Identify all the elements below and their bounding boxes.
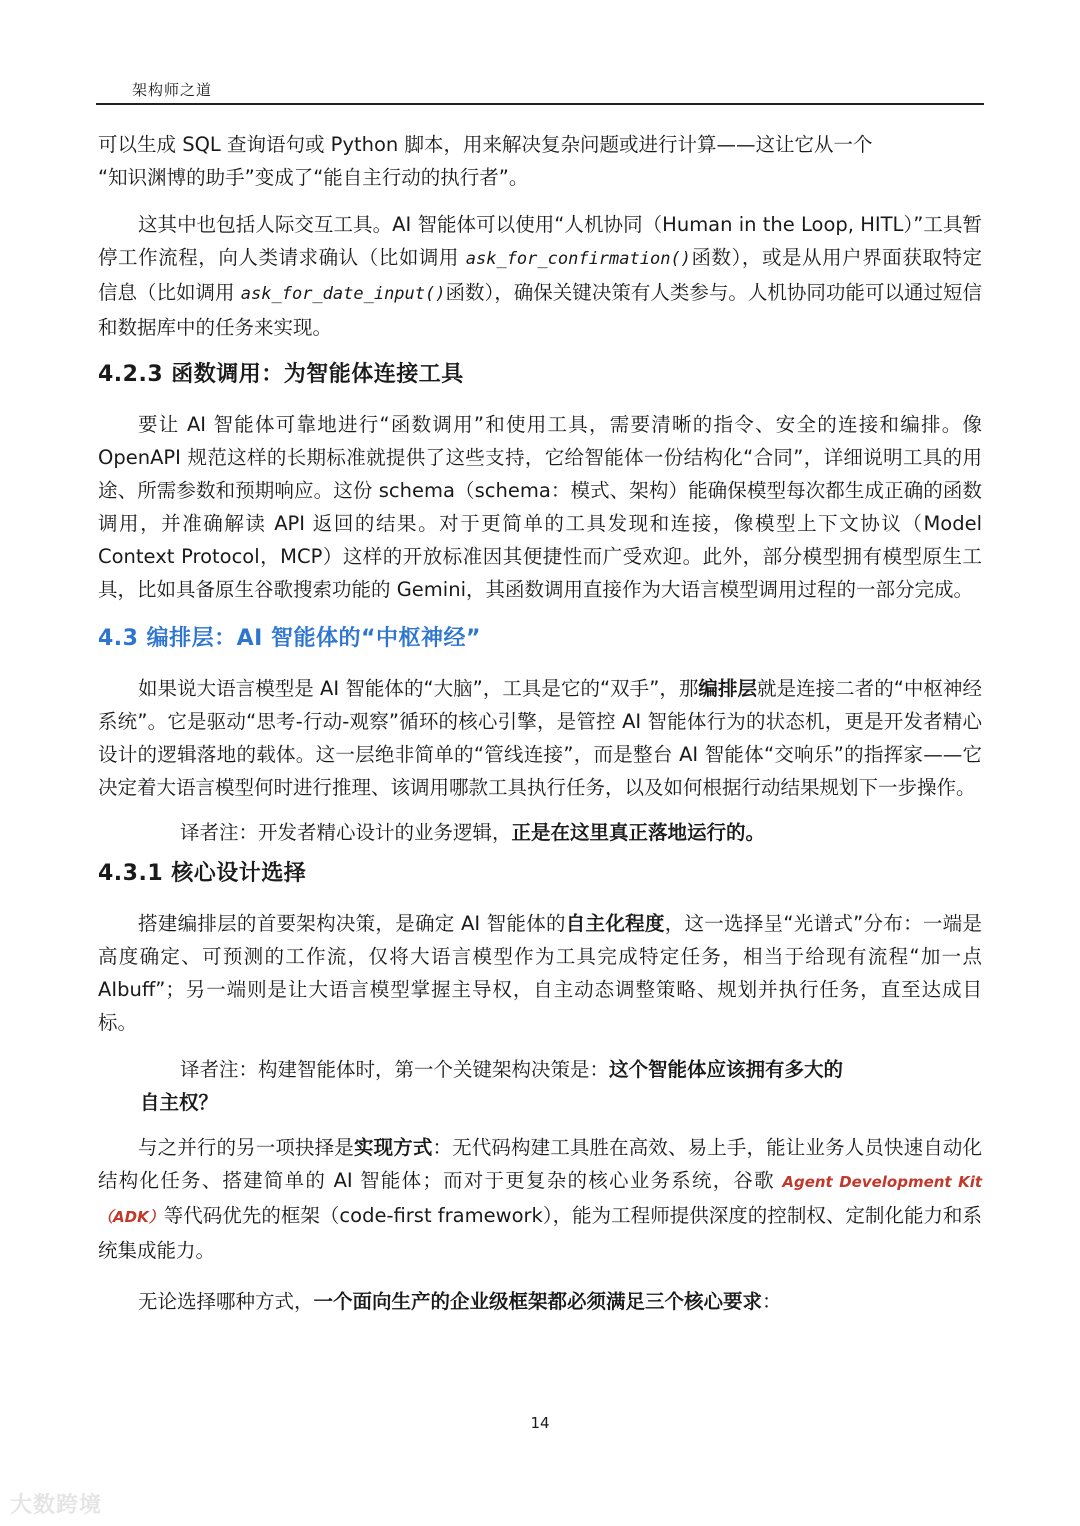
impl-text-b: ：无代码构建工具胜在高效、易上手，能让业务人员快速自动化结构化任务、搭建简单的 AI 智能体；而对于更复杂的核心业务系统，谷歌: [98, 1136, 982, 1192]
translator-note-2: [98, 1053, 982, 1086]
translator-note-2-line2: [98, 1086, 982, 1119]
orch-text-a: 如果说大语言模型是 AI 智能体的“大脑”，工具是它的“双手”，那: [138, 677, 699, 700]
impl-bold: 实现方式: [353, 1136, 433, 1159]
paragraph-function-calling: 要让 AI 智能体可靠地进行“函数调用”和使用工具，需要清晰的指令、安全的连接和编排。像 OpenAPI 规范这样的长期标准就提供了这些支持，它给智能体一份结构化“合同”，详细说明工具的用途、所需参数和预期响应。这份 schema（schema：模式、架构）能确保模型每次都生成正确的函数调用，并准确解读 API 返回的结果。对于更简单的工具发现和连接，像模型上下文协议（Model Context Protocol，MCP）这样的开放标准因其便捷性而广受欢迎。此外，部分模型拥有模型原生工具，比如具备原生谷歌搜索功能的 Gemini，其函数调用直接作为大语言模型调用过程的一部分完成。: [98, 413, 982, 601]
orch-text-b: 就是连接二者的“中枢神经系统”。它是驱动“思考-行动-观察”循环的核心引擎，是管控 AI 智能体行为的状态机，更是开发者精心设计的逻辑落地的载体。这一层绝非简单的“管线连接”，而是整台 AI 智能体“交响乐”的指挥家——它决定着大语言模型何时进行推理、该调用哪款工具执行任务，以及如何根据行动结果规划下一步操作。: [98, 677, 982, 799]
section-heading-4-2-3: 4.2.3 函数调用：为智能体连接工具: [98, 362, 464, 387]
autonomy-bold: 自主化程度: [565, 912, 665, 935]
note2-text: 译者注：构建智能体时，第一个关键架构决策是：: [180, 1058, 610, 1081]
header-title: 架构师之道: [132, 81, 213, 99]
autonomy-text-a: 搭建编排层的首要架构决策，是确定 AI 智能体的: [138, 912, 566, 935]
paragraph-continuation-line2: “知识渊博的助手”变成了“能自主行动的执行者”。: [98, 166, 529, 189]
page-number: 14: [530, 1414, 550, 1432]
adk-link[interactable]: Agent Development Kit（ADK）: [98, 1173, 983, 1226]
section-heading-4-3-1: 4.3.1 核心设计选择: [98, 861, 307, 886]
hitl-text-a: 这其中也包括人际交互工具。AI 智能体可以使用“人机协同（Human in the Loop, HITL）”工具暂停工作流程，向人类请求确认（比如调用: [98, 213, 982, 269]
section-heading-4-3: 4.3 编排层：AI 智能体的“中枢神经”: [98, 626, 481, 651]
paragraph-hitl: [98, 208, 982, 344]
paragraph-requirements: [98, 1285, 982, 1318]
paragraph-continuation-line1: 可以生成 SQL 查询语句或 Python 脚本，用来解决复杂问题或进行计算——这让它从一个: [98, 133, 873, 156]
paragraph-autonomy: [98, 907, 982, 1039]
code-ask-for-confirmation: ask_for_confirmation(): [465, 249, 691, 269]
paragraph-implementation: [98, 1131, 982, 1267]
note1-text: 译者注：开发者精心设计的业务逻辑，: [180, 821, 512, 844]
running-header: [96, 76, 984, 105]
note2-bold-a: 这个智能体应该拥有多大的: [609, 1058, 844, 1081]
watermark: 大数跨境: [10, 1493, 103, 1518]
impl-text-c: 等代码优先的框架（code-first framework），能为工程师提供深度的控制权、定制化能力和系统集成能力。: [98, 1204, 982, 1262]
orch-bold: 编排层: [698, 677, 758, 700]
hitl-text-b: 函数），或是从用户界面获取特定信息（比如调用: [98, 246, 982, 304]
req-text-a: 无论选择哪种方式，: [138, 1290, 314, 1313]
hitl-text-c: 函数），确保关键决策有人类参与。人机协同功能可以通过短信和数据库中的任务来实现。: [98, 281, 982, 339]
req-bold: 一个面向生产的企业级框架都必须满足三个核心要求: [313, 1290, 763, 1313]
page-body: [98, 128, 982, 1318]
note2-bold-b: 自主权？: [140, 1091, 219, 1114]
impl-text-a: 与之并行的另一项抉择是: [138, 1136, 354, 1159]
paragraph-orchestration: [98, 672, 982, 804]
autonomy-text-b: ，这一选择呈“光谱式”分布：一端是高度确定、可预测的工作流，仅将大语言模型作为工具完成特定任务，相当于给现有流程“加一点 AIbuff”；另一端则是让大语言模型掌握主导权，自主动态调整策略、规划并执行任务，直至达成目标。: [98, 912, 982, 1034]
note1-bold: 正是在这里真正落地运行的。: [511, 821, 766, 844]
req-text-b: ：: [762, 1290, 782, 1313]
translator-note-1: [98, 816, 982, 849]
code-ask-for-date-input: ask_for_date_input(): [240, 284, 446, 304]
